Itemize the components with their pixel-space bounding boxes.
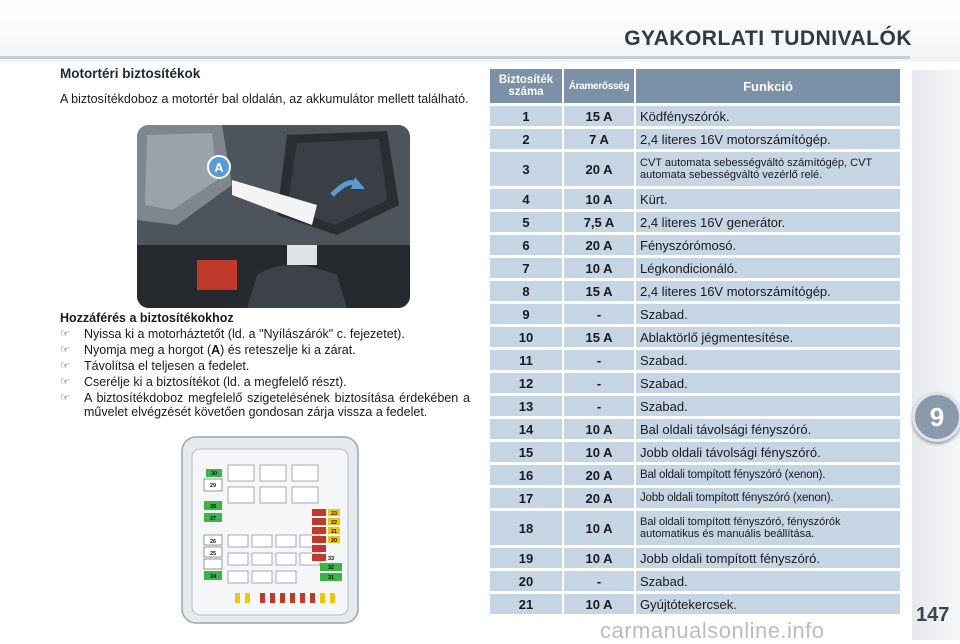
hook-callout-label: A (214, 160, 224, 175)
chapter-side-rail (912, 70, 960, 640)
table-row: 9 - Szabad. (490, 304, 900, 324)
list-item: ☞ Nyomja meg a horgot (A) és reteszelje ki a zárat. (60, 343, 356, 357)
list-item: ☞ Cserélje ki a biztosítékot (ld. a megfelelő részt). (60, 375, 347, 389)
table-row: 13 - Szabad. (490, 396, 900, 416)
fuse-label: 25 (209, 551, 217, 557)
table-row: 14 10 A Bal oldali távolsági fényszóró. (490, 419, 900, 439)
fuse-label: 24 (209, 574, 217, 580)
fuse-label: 22 (330, 520, 338, 526)
table-row: 10 15 A Ablaktörlő jégmentesítése. (490, 327, 900, 347)
fuse-label: 23 (330, 511, 338, 517)
header-amperage: Áramerősség (564, 69, 634, 103)
table-row: 12 - Szabad. (490, 373, 900, 393)
table-row: 15 10 A Jobb oldali távolsági fényszóró. (490, 442, 900, 462)
fuse-label: 28 (209, 504, 217, 510)
fuse-label: 32 (327, 565, 335, 571)
hand-pointer-icon: ☞ (60, 376, 70, 388)
page-header-title: GYAKORLATI TUDNIVALÓK (624, 27, 912, 50)
fuse-label: 31 (327, 575, 335, 581)
list-item: ☞ A biztosítékdoboz megfelelő szigetelésének biztosítása érdekében a művelet elvégzését követően gondosan zárja vissza a fedelet. (60, 391, 470, 419)
header-divider (0, 56, 910, 59)
chapter-badge[interactable]: 9 (912, 392, 960, 442)
fuse-label: 30 (210, 471, 218, 477)
list-item: ☞ Távolítsa el teljesen a fedelet. (60, 359, 250, 373)
fuse-label: 20 (330, 538, 338, 544)
table-row: 6 20 A Fényszórómosó. (490, 235, 900, 255)
table-row: 1 15 A Ködfényszórók. (490, 106, 900, 126)
fuse-box-diagram (180, 435, 360, 625)
header-fuse-number: Biztosíték száma (490, 69, 562, 103)
table-row: 16 20 A Bal oldali tompított fényszóró (xenon). (490, 465, 900, 485)
table-row: 4 10 A Kürt. (490, 189, 900, 209)
fuse-label: 26 (209, 539, 217, 545)
table-row: 5 7,5 A 2,4 literes 16V generátor. (490, 212, 900, 232)
table-row: 2 7 A 2,4 literes 16V motorszámítógép. (490, 129, 900, 149)
hand-pointer-icon: ☞ (60, 392, 70, 404)
access-steps-list (60, 327, 470, 421)
intro-paragraph: A biztosítékdoboz a motortér bal oldalán, az akkumulátor mellett található. (60, 92, 469, 106)
access-title: Hozzáférés a biztosítékokhoz (60, 311, 234, 325)
table-row: 17 20 A Jobb oldali tompított fényszóró (xenon). (490, 488, 900, 508)
section-title: Motortéri biztosítékok (60, 66, 201, 81)
table-row: 21 10 A Gyújtótekercsek. (490, 594, 900, 614)
table-row: 19 10 A Jobb oldali tompított fényszóró. (490, 548, 900, 568)
hand-pointer-icon: ☞ (60, 360, 70, 372)
watermark: carmanualsonline.info (600, 618, 825, 643)
fuse-label: 29 (209, 483, 217, 489)
page-number: 147 (916, 604, 950, 626)
fuse-table (488, 66, 902, 617)
list-item: ☞ Nyissa ki a motorháztetőt (ld. a "Nyílászárók" c. fejezetet). (60, 327, 405, 341)
fuse-label: 33 (327, 556, 335, 562)
fuse-label: 27 (209, 516, 217, 522)
table-row: 20 - Szabad. (490, 571, 900, 591)
engine-bay-photo (137, 125, 410, 308)
header-function: Funkció (636, 69, 900, 103)
table-row: 3 20 A CVT automata sebességváltó számítógép, CVT automata sebességváltó vezérlő relé. (490, 152, 900, 186)
table-row: 18 10 A Bal oldali tompított fényszóró, fényszórók automatikus és manuális beállítása. (490, 511, 900, 545)
table-row: 7 10 A Légkondicionáló. (490, 258, 900, 278)
hand-pointer-icon: ☞ (60, 344, 70, 356)
table-row: 8 15 A 2,4 literes 16V motorszámítógép. (490, 281, 900, 301)
fuse-label: 21 (330, 529, 338, 535)
table-row: 11 - Szabad. (490, 350, 900, 370)
hand-pointer-icon: ☞ (60, 328, 70, 340)
